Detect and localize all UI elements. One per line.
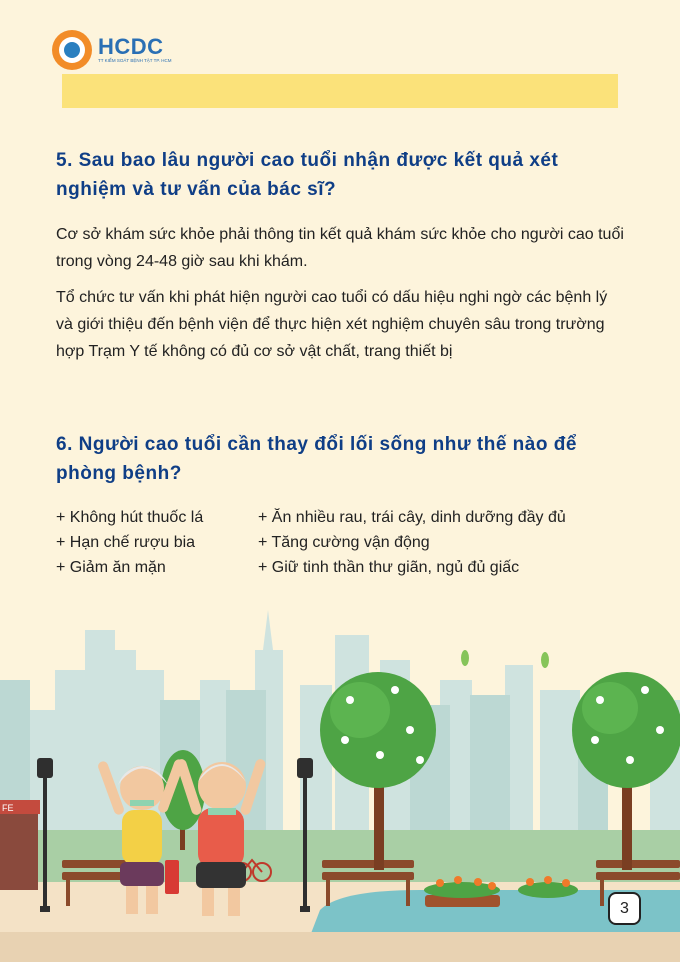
leaf (541, 652, 549, 668)
page-number: 3 (608, 892, 641, 925)
shop-sign: FE (2, 803, 14, 813)
hcdc-logo-icon (52, 30, 92, 70)
list-item: + Ăn nhiều rau, trái cây, dinh dưỡng đầy đủ (258, 509, 566, 526)
logo-subtitle: TT KIỂM SOÁT BỆNH TẬT TP. HCM (98, 58, 172, 63)
park-exercise-illustration (0, 590, 680, 962)
list-item: + Không hút thuốc lá (56, 509, 204, 526)
question-6-heading: 6. Người cao tuổi cần thay đổi lối sống như thế nào để phòng bệnh? (56, 434, 577, 484)
leaf (461, 650, 469, 666)
hcdc-logo (52, 30, 172, 70)
answer-5-paragraph-2: Tổ chức tư vấn khi phát hiện người cao tuổi có dấu hiệu nghi ngờ các bệnh lý và giới thiệu đến bệnh viện để thực hiện xét nghiệm chuyên sâu trong trường hợp Trạm Y tế không có đủ cơ sở vật chất, trang thiết bị (56, 289, 608, 360)
red-bin (165, 860, 179, 894)
yellow-banner (62, 74, 618, 108)
lifestyle-list-right (258, 505, 566, 580)
ground-strip (0, 932, 680, 962)
lifestyle-list-left (56, 505, 203, 580)
answer-5-paragraph-1: Cơ sở khám sức khỏe phải thông tin kết quả khám sức khỏe cho người cao tuổi trong vòng 24-48 giờ sau khi khám. (56, 226, 624, 270)
list-item: + Giảm ăn mặn (56, 559, 166, 576)
logo-text (98, 36, 172, 64)
shop-stall (0, 800, 40, 890)
logo-name: HCDC (98, 34, 164, 59)
list-item: + Tăng cường vận động (258, 534, 430, 551)
question-5-heading: 5. Sau bao lâu người cao tuổi nhận được kết quả xét nghiệm và tư vấn của bác sĩ? (56, 150, 559, 200)
list-item: + Giữ tinh thần thư giãn, ngủ đủ giấc (258, 559, 520, 576)
list-item: + Hạn chế rượu bia (56, 534, 196, 551)
